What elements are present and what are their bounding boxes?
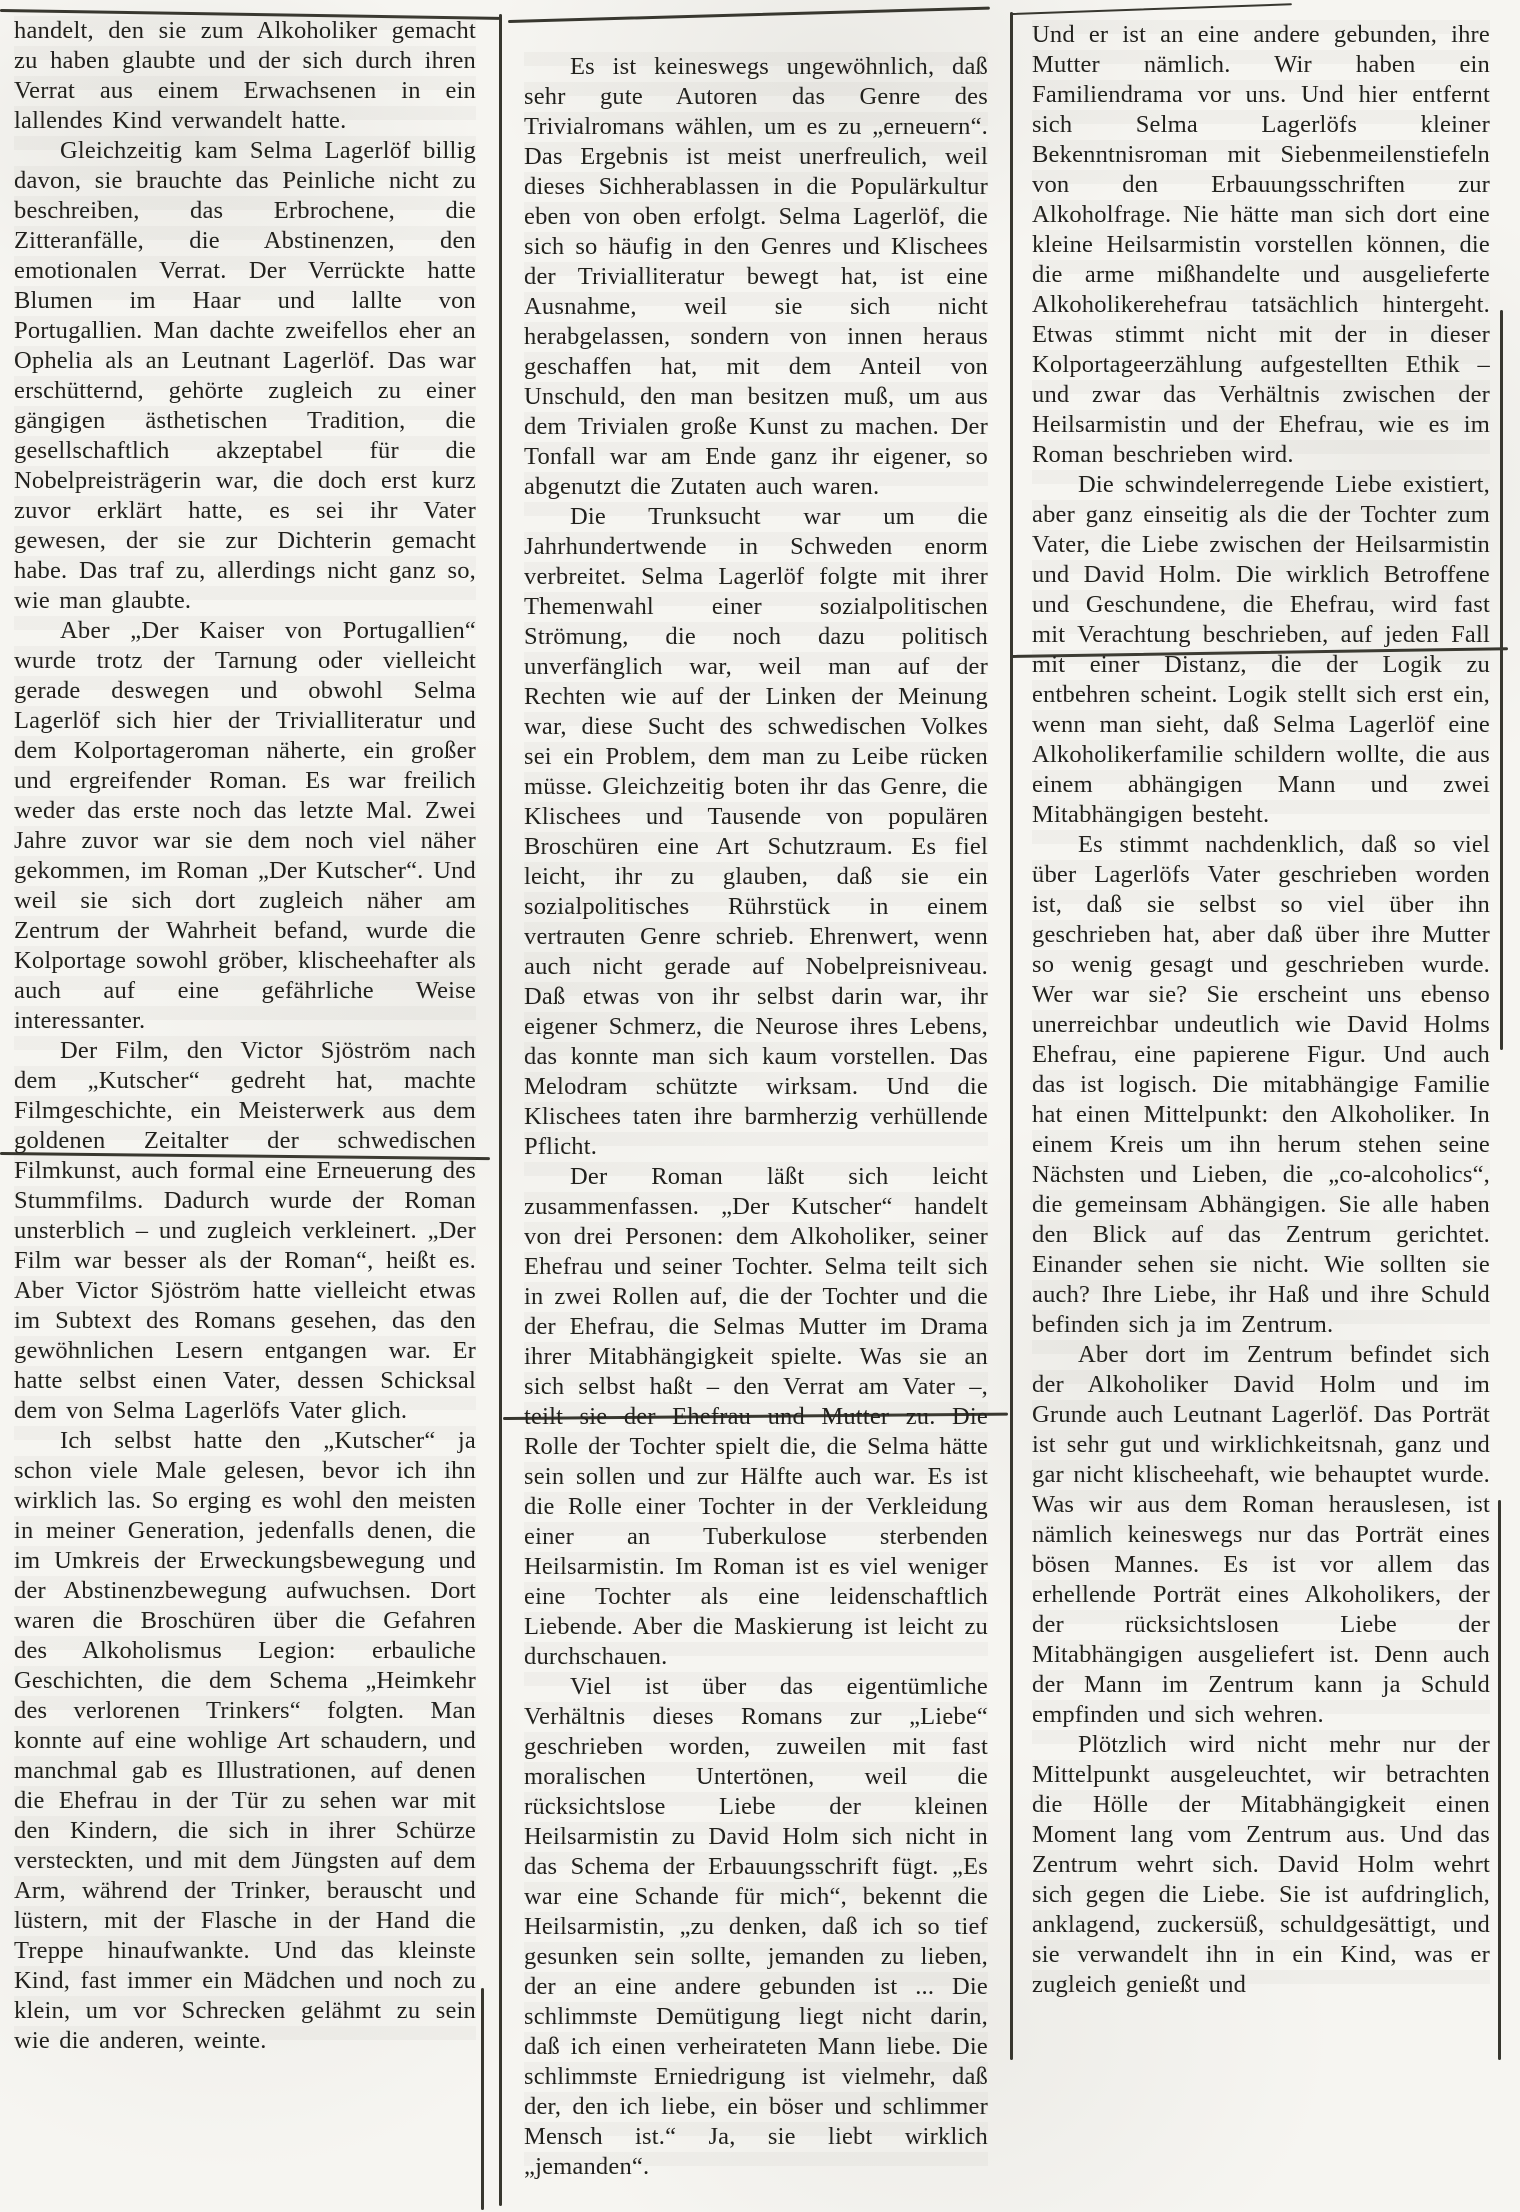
scan-artifact-line-top-col3 — [1012, 3, 1292, 15]
paragraph: Aber „Der Kaiser von Portugallien“ wurde trotz der Tarnung oder vielleicht gerade deswegen und obwohl Selma Lagerlöf sich hier der Trivialliteratur und dem Kolportageroman näherte, ein großer und ergreifender Roman. Es war freilich weder das erste noch das letzte Mal. Zwei Jahre zuvor war sie dem noch viel näher gekommen, im Roman „Der Kutscher“. Und weil sie sich dort zugleich näher am Zentrum der Wahrheit befand, wurde die Kolportage sowohl gröber, klischeehafter als auch auf eine gefährliche Weise interessanter. — [14, 617, 476, 1034]
paragraph: Viel ist über das eigentümliche Verhältnis dieses Romans zur „Liebe“ geschrieben worden, zuweilen mit fast moralischen Untertönen, weil die rücksichtslose Liebe der kleinen Heilsarmistin zu David Holm sich nicht in das Schema der Erbauungsschrift fügt. „Es war eine Schande für mich“, bekennt die Heilsarmistin, „zu denken, daß ich so tief gesunken sein sollte, jemanden zu lieben, der an eine andere gebunden ist ... Die schlimmste Demütigung liegt nicht darin, daß ich einen verheirateten Mann liebe. Die schlimmste Erniedrigung ist vielmehr, daß der, den ich liebe, ein böser und schlimmer Mensch ist.“ Ja, sie liebt wirklich „jemanden“. — [524, 1673, 988, 2180]
scan-artifact-right-edge-2 — [1498, 1500, 1501, 2060]
paragraph: Plötzlich wird nicht mehr nur der Mittelpunkt ausgeleuchtet, wir betrachten die Hölle der Mitabhängigkeit einen Moment lang vom Zentrum aus. Und das Zentrum wehrt sich. David Holm wehrt sich gegen die Liebe. Sie ist aufdringlich, anklagend, zuckersüß, schuldgesättigt, und sie verwandelt ihn in ein Kind, was er zugleich genießt und — [1032, 1731, 1490, 1998]
scan-artifact-col1-edge — [481, 1988, 484, 2210]
paragraph: Die schwindelerregende Liebe existiert, aber ganz einseitig als die der Tochter zum Vater, die Liebe zwischen der Heilsarmistin und David Holm. Die wirklich Betroffene und Geschundene, die Ehefrau, wird fast mit Verachtung beschrieben, auf jeden Fall mit einer Distanz, die der Logik zu entbehren scheint. Logik stellt sich erst ein, wenn man sieht, daß Selma Lagerlöf eine Alkoholikerfamilie schildern wollte, die aus einem abhängigen Mann und zwei Mitabhängigen besteht. — [1032, 471, 1490, 828]
paragraph: Und er ist an eine andere gebunden, ihre Mutter nämlich. Wir haben ein Familiendrama vor uns. Und hier entfernt sich Selma Lagerlöfs kleiner Bekenntnisroman mit Siebenmeilenstiefeln von den Erbauungsschriften zur Alkoholfrage. Nie hätte man sich dort eine kleine Heilsarmistin vorstellen können, die die arme mißhandelte und ausgelieferte Alkoholikerehefrau tatsächlich hintergeht. Etwas stimmt nicht mit der in dieser Kolportageerzählung aufgestellten Ethik – und zwar das Verhältnis zwischen der Heilsarmistin und der Ehefrau, wie es im Roman beschrieben wird. — [1032, 21, 1490, 468]
text-column-middle — [524, 52, 988, 2182]
paragraph: Der Film, den Victor Sjöström nach dem „Kutscher“ gedreht hat, machte Filmgeschichte, ein Meisterwerk aus dem goldenen Zeitalter der schwedischen Filmkunst, auch formal eine Erneuerung des Stummfilms. Dadurch wurde der Roman unsterblich – und zugleich verkleinert. „Der Film war besser als der Roman“, heißt es. Aber Victor Sjöström hatte vielleicht etwas im Subtext des Romans gesehen, das den gewöhnlichen Lesern entgangen war. Er hatte selbst einen Vater, dessen Schicksal dem von Selma Lagerlöfs Vater glich. — [14, 1037, 476, 1424]
paragraph: Gleichzeitig kam Selma Lagerlöf billig davon, sie brauchte das Peinliche nicht zu beschreiben, das Erbrochene, die Zitteranfälle, die Abstinenzen, den emotionalen Verrat. Der Verrückte hatte Blumen im Haar und lallte von Portugallien. Man dachte zweifellos eher an Ophelia als an Leutnant Lagerlöf. Das war erschütternd, gehörte zugleich zu einer gängigen ästhetischen Tradition, die gesellschaftlich akzeptabel für die Nobelpreisträgerin war, die doch erst kurz zuvor erklärt hatte, es sei ihr Vater gewesen, der sie zur Dichterin gemacht habe. Das traf zu, allerdings nicht ganz so, wie man glaubte. — [14, 137, 476, 614]
scan-artifact-gutter-rule-2 — [1010, 12, 1013, 2060]
paragraph: Ich selbst hatte den „Kutscher“ ja schon viele Male gelesen, bevor ich ihn wirklich las. So erging es wohl den meisten in meiner Generation, jedenfalls denen, die im Umkreis der Erweckungsbewegung und der Abstinenzbewegung aufwuchsen. Dort waren die Broschüren über die Gefahren des Alkoholismus Legion: erbauliche Geschichten, die dem Schema „Heimkehr des verlorenen Trinkers“ folgten. Man konnte auf eine wohlige Art schaudern, und manchmal gab es Illustrationen, auf denen die Ehefrau in der Tür zu sehen war mit den Kindern, die sich in ihrer Schürze versteckten, und mit dem Jüngsten auf dem Arm, während der Trinker, berauscht und lüstern, mit der Flasche in der Hand die Treppe hinaufwankte. Und das kleinste Kind, fast immer ein Mädchen und noch zu klein, um vor Schrecken gelähmt zu sein wie die anderen, weinte. — [14, 1427, 476, 2054]
paragraph: Aber dort im Zentrum befindet sich der Alkoholiker David Holm und im Grunde auch Leutnant Lagerlöf. Das Porträt ist sehr gut und wirklichkeitsnah, ganz und gar nicht klischeehaft, wie behauptet wurde. Was wir aus dem Roman herauslesen, ist nämlich keineswegs nur das Porträt eines bösen Mannes. Es ist vor allem das erhellende Porträt eines Alkoholikers, der der rücksichtslosen Liebe der Mitabhängigen ausgeliefert ist. Denn auch der Mann im Zentrum kann ja Schuld empfinden und sich wehren. — [1032, 1341, 1490, 1728]
paragraph: Die Trunksucht war um die Jahrhundertwende in Schweden enorm verbreitet. Selma Lagerlöf folgte mit ihrer Themenwahl einer sozialpolitischen Strömung, die noch dazu politisch unverfänglich war, weil man auf der Rechten wie auf der Linken der Meinung war, diese Sucht des schwedischen Volkes sei ein Problem, dem man zu Leibe rücken müsse. Gleichzeitig boten ihr das Genre, die Klischees und Tausende von populären Broschüren eine Art Schutzraum. Es fiel leicht, ihr zu glauben, daß sie ein sozialpolitisches Rührstück in einem vertrauten Genre schrieb. Ehrenwert, wenn auch nicht gerade auf Nobelpreisniveau. Daß etwas von ihr selbst darin war, ihr eigener Schmerz, die Neurose ihres Lebens, das konnte man sich kaum vorstellen. Das Melodram schützte wirksam. Und die Klischees taten ihre barmherzig verhüllende Pflicht. — [524, 503, 988, 1160]
text-column-left — [14, 16, 476, 2056]
paragraph: Es stimmt nachdenklich, daß so viel über Lagerlöfs Vater geschrieben worden ist, daß sie selbst so viel über ihn geschrieben hat, aber daß über ihre Mutter so wenig gesagt und geschrieben wurde. Wer war sie? Sie erscheint uns ebenso unerreichbar undeutlich wie David Holms Ehefrau, eine papierene Figur. Und auch das ist logisch. Die mitabhängige Familie hat einen Mittelpunkt: den Alkoholiker. In einem Kreis um ihn herum stehen seine Nächsten und Lieben, die „co-alcoholics“, die gemeinsam Abhängigen. Sie alle haben den Blick auf das Zentrum gerichtet. Einander sehen sie nicht. Wie sollten sie auch? Ihre Liebe, ihr Haß und ihre Schuld befinden sich ja im Zentrum. — [1032, 831, 1490, 1338]
paragraph: Es ist keineswegs ungewöhnlich, daß sehr gute Autoren das Genre des Trivialromans wählen, um es zu „erneuern“. Das Ergebnis ist meist unerfreulich, weil dieses Sichherablassen in die Populärkultur eben von oben erfolgt. Selma Lagerlöf, die sich so häufig in den Genres und Klischees der Trivialliteratur bewegt hat, ist eine Ausnahme, weil sie sich nicht herabgelassen, sondern von innen heraus geschaffen hat, mit dem Anteil von Unschuld, den man besitzen muß, um aus dem Trivialen große Kunst zu machen. Der Tonfall war am Ende ganz ihr eigener, so abgenutzt die Zutaten auch waren. — [524, 53, 988, 500]
text-column-right — [1032, 20, 1490, 2000]
paragraph: Der Roman läßt sich leicht zusammenfassen. „Der Kutscher“ handelt von drei Personen: dem Alkoholiker, seiner Ehefrau und seiner Tochter. Selma teilt sich in zwei Rollen auf, die der Tochter und die der Ehefrau, die Selmas Mutter im Drama ihrer Mitabhängigkeit spielte. Was sie an sich selbst haßt – den Verrat am Vater –, teilt sie der Ehefrau und Mutter zu. Die Rolle der Tochter spielt die, die Selma hätte sein sollen und zur Hälfte auch war. Es ist die Rolle einer Tochter in der Verkleidung einer an Tuberkulose sterbenden Heilsarmistin. Im Roman ist es viel weniger eine Tochter als eine leidenschaftlich Liebende. Aber die Maskierung ist leicht zu durchschauen. — [524, 1163, 988, 1670]
scan-artifact-right-edge-1 — [1500, 310, 1503, 1050]
scan-artifact-line-top-col2 — [508, 7, 990, 23]
paragraph: handelt, den sie zum Alkoholiker gemacht zu haben glaubte und der sich durch ihren Verrat aus einem Erwachsenen in ein lallendes Kind verwandelt hatte. — [14, 17, 476, 134]
scan-artifact-gutter-rule-1 — [499, 14, 502, 2206]
